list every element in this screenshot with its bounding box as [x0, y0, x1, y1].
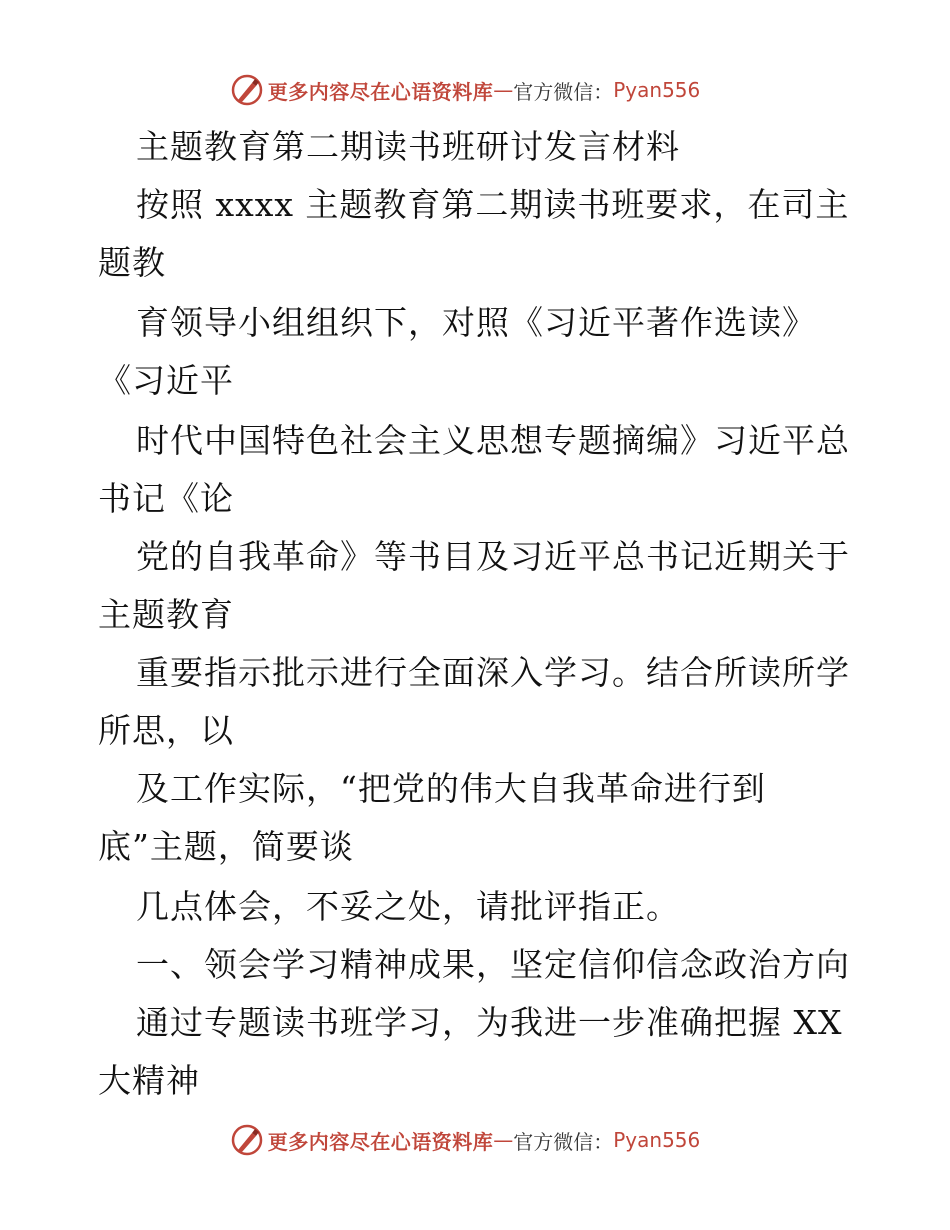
text-line: 按照 xxxx 主题教育第二期读书班要求，在司主: [136, 185, 850, 224]
watermark-separator: —: [493, 78, 514, 102]
watermark-separator: —: [493, 1128, 514, 1152]
text-line: 主题教育: [98, 595, 234, 634]
watermark-wechat-id: Pyan556: [613, 1128, 701, 1152]
section-heading: 一、领会学习精神成果，坚定信仰信念政治方向: [136, 945, 850, 984]
text-line: 时代中国特色社会主义思想专题摘编》习近平总: [136, 421, 850, 460]
text-line: 所思，以: [98, 711, 234, 750]
watermark-footer: [0, 1120, 950, 1160]
document-title: 主题教育第二期读书班研讨发言材料: [136, 127, 680, 166]
watermark-header: [0, 70, 950, 110]
text-line: 大精神: [98, 1061, 200, 1100]
text-line: 通过专题读书班学习，为我进一步准确把握 XX: [136, 1003, 843, 1042]
pen-logo-icon: [230, 73, 264, 107]
watermark-official-label: 官方微信：: [513, 79, 614, 104]
watermark-main-text: 更多内容尽在心语资料库: [267, 1129, 494, 1154]
text-line: 底”主题，简要谈: [98, 827, 354, 866]
text-line: 几点体会，不妥之处，请批评指正。: [136, 887, 680, 926]
watermark-wechat-id: Pyan556: [613, 78, 701, 102]
pen-logo-icon: [230, 1123, 264, 1157]
text-line: 书记《论: [98, 479, 234, 518]
text-line: 《习近平: [98, 361, 234, 400]
text-line: 党的自我革命》等书目及习近平总书记近期关于: [136, 537, 850, 576]
watermark-official-label: 官方微信：: [513, 1129, 614, 1154]
watermark-main-text: 更多内容尽在心语资料库: [267, 79, 494, 104]
text-line: 重要指示批示进行全面深入学习。结合所读所学: [136, 653, 850, 692]
text-line: 育领导小组组织下，对照《习近平著作选读》: [136, 303, 816, 342]
text-line: 题教: [98, 243, 166, 282]
text-line: 及工作实际，“把党的伟大自我革命进行到: [136, 769, 766, 808]
